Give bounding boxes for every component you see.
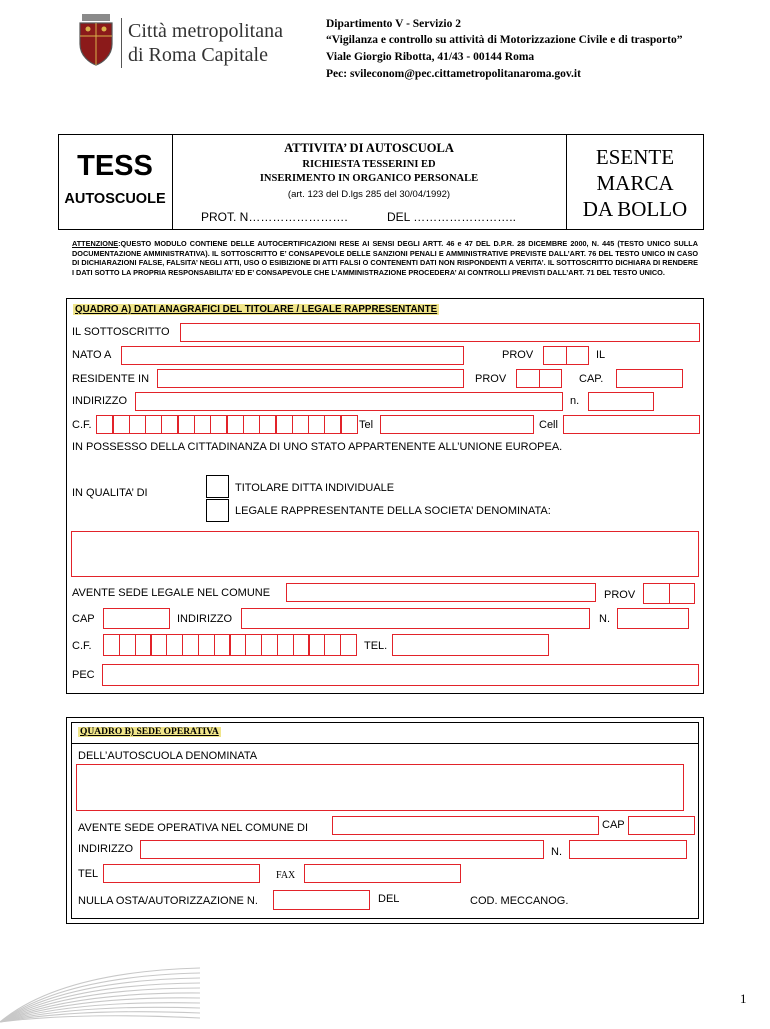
request-line: RICHIESTA TESSERINI ED <box>302 159 436 170</box>
cap-op-label: CAP <box>602 819 625 831</box>
attenzione-notice <box>72 239 698 277</box>
cf-char-cell[interactable] <box>308 634 325 656</box>
tel-op-label: TEL <box>78 868 99 880</box>
footer-decoration <box>0 964 210 1024</box>
pec-label: PEC <box>72 669 95 681</box>
prov-birth-field[interactable] <box>543 346 589 365</box>
prov-res-field[interactable] <box>516 369 562 388</box>
indirizzo-op-label: INDIRIZZO <box>78 843 133 855</box>
cap-sede-field[interactable] <box>103 608 170 629</box>
prov-res-label: PROV <box>475 373 507 385</box>
cf-char-cell[interactable] <box>119 634 136 656</box>
logo-text-line2: di Roma Capitale <box>128 44 268 66</box>
quadro-a-title: QUADRO A) DATI ANAGRAFICI DEL TITOLARE / LEGALE RAPPRESENTANTE <box>75 304 438 315</box>
cf-char-cell[interactable] <box>198 634 215 656</box>
attenzione-label: ATTENZIONE <box>72 239 119 248</box>
numero-op-label: N. <box>551 846 562 858</box>
cf-char-cell[interactable] <box>96 415 114 434</box>
cf-char-cell[interactable] <box>277 634 294 656</box>
service-line: “Vigilanza e controllo su attività di Motorizzazione Civile e di trasporto” <box>326 34 683 46</box>
tel-label: Tel <box>359 419 374 431</box>
cf-char-cell[interactable] <box>308 415 326 434</box>
cf-char-cell[interactable] <box>243 415 261 434</box>
attenzione-text: :QUESTO MODULO CONTIENE DELLE AUTOCERTIFICAZIONI RESE AI SENSI DEGLI ARTT. 46 e 47 DEL D.P.R. 28 DICEMBRE 2000, N. 445 (TESTO UNICO SULLA DOCUMENTAZIONE AMMINISTRATIVA). IL SOTTOSCRITTO E’ CONSAPEVOLE DELLE SANZIONI PENALI E AMMINISTRATIVE PREVISTE DALL’ART. 76 DEL TESTO UNICO IN CASO DI DICHIARAZIONI FALSE, FALSITA’ NEGLI ATTI, USO O ESIBIZIONE DI ATTI FALSI O CONTENENTI DATI NON RISPONDENTI A VERITA’. IL SOTTOSCRITTO DICHIARA DI RENDERE I DATI SOTTO LA PROPRIA RESPONSABILITA’ ED E’ CONSAPEVOLE CHE L’AMMINISTRAZIONE PROCEDERA’ AI CONTROLLI PREVISTI DALL’ART. 71 DEL TESTO UNICO. <box>72 239 698 277</box>
cf-char-cell[interactable] <box>112 415 130 434</box>
cf-char-cell[interactable] <box>324 415 342 434</box>
autoscuola-denominazione-field[interactable] <box>76 764 684 811</box>
nulla-osta-field[interactable] <box>273 890 370 910</box>
tel-sede-field[interactable] <box>392 634 549 656</box>
cap-label: CAP. <box>579 373 604 385</box>
residente-field[interactable] <box>157 369 464 388</box>
insertion-line: INSERIMENTO IN ORGANICO PERSONALE <box>259 173 479 184</box>
cf-char-cell[interactable] <box>214 634 231 656</box>
indirizzo-sede-field[interactable] <box>241 608 590 629</box>
denominata-label: DELL’AUTOSCUOLA DENOMINATA <box>78 750 258 762</box>
quadro-b-title-rule <box>71 743 699 744</box>
sede-operativa-label: AVENTE SEDE OPERATIVA NEL COMUNE DI <box>78 822 309 834</box>
sede-operativa-field[interactable] <box>332 816 599 835</box>
tel-sede-label: TEL. <box>364 640 388 652</box>
numero-label: n. <box>570 395 580 407</box>
numero-sede-label: N. <box>599 613 610 625</box>
titolare-label: TITOLARE DITTA INDIVIDUALE <box>235 482 395 494</box>
fax-label: FAX <box>276 870 296 881</box>
cf-field[interactable] <box>96 415 358 434</box>
residente-label: RESIDENTE IN <box>72 373 150 385</box>
page-number: 1 <box>740 991 747 1006</box>
del-op-label: DEL <box>378 893 400 905</box>
cod-meccanog-label: COD. MECCANOG. <box>470 895 569 907</box>
pec-field[interactable] <box>102 664 699 686</box>
legale-label: LEGALE RAPPRESENTANTE DELLA SOCIETA’ DENOMINATA: <box>235 505 551 517</box>
esente-line2: MARCA <box>596 171 674 195</box>
indirizzo-op-field[interactable] <box>140 840 544 859</box>
cf-char-cell[interactable] <box>166 634 183 656</box>
nulla-osta-label: NULLA OSTA/AUTORIZZAZIONE N. <box>78 895 258 907</box>
tess-title: TESS <box>77 150 153 182</box>
cf-char-cell[interactable] <box>150 634 167 656</box>
cf-char-cell[interactable] <box>103 634 120 656</box>
cf-char-cell[interactable] <box>182 634 199 656</box>
activity-title: ATTIVITA’ DI AUTOSCUOLA <box>284 141 454 155</box>
del-field[interactable]: DEL …………………….. <box>387 210 516 224</box>
indirizzo-label: INDIRIZZO <box>72 395 127 407</box>
cf-char-cell[interactable] <box>275 415 293 434</box>
law-reference: (art. 123 del D.lgs 285 del 30/04/1992) <box>287 189 451 200</box>
cap-sede-label: CAP <box>72 613 95 625</box>
sede-legale-field[interactable] <box>286 583 596 602</box>
cf-sede-label: C.F. <box>72 640 92 652</box>
cf-sede-field[interactable] <box>103 634 357 656</box>
cf-char-cell[interactable] <box>145 415 163 434</box>
cap-op-field[interactable] <box>628 816 695 835</box>
tel-field[interactable] <box>380 415 534 434</box>
cf-char-cell[interactable] <box>340 634 357 656</box>
il-label: IL <box>596 349 606 361</box>
cell-field[interactable] <box>563 415 700 434</box>
cell-label: Cell <box>539 419 558 431</box>
cf-char-cell[interactable] <box>210 415 228 434</box>
cf-char-cell[interactable] <box>324 634 341 656</box>
cf-char-cell[interactable] <box>177 415 195 434</box>
cf-char-cell[interactable] <box>129 415 147 434</box>
sede-legale-label: AVENTE SEDE LEGALE NEL COMUNE <box>72 587 271 599</box>
sottoscritto-field[interactable] <box>180 323 700 342</box>
titolare-checkbox[interactable] <box>206 475 229 498</box>
cf-char-cell[interactable] <box>226 415 244 434</box>
cf-char-cell[interactable] <box>135 634 152 656</box>
logo-text-line1: Città metropolitana <box>128 20 283 42</box>
tel-op-field[interactable] <box>103 864 260 883</box>
cf-char-cell[interactable] <box>261 634 278 656</box>
cap-field[interactable] <box>616 369 683 388</box>
cf-char-cell[interactable] <box>259 415 277 434</box>
cf-char-cell[interactable] <box>292 415 310 434</box>
logo-divider <box>121 18 122 68</box>
cittadinanza-text: IN POSSESSO DELLA CITTADINANZA DI UNO STATO APPARTENENTE ALL’UNIONE EUROPEA. <box>72 441 563 453</box>
address-line: Viale Giorgio Ribotta, 41/43 - 00144 Roma <box>326 51 535 63</box>
in-qualita-label: IN QUALITA’ DI <box>72 487 148 499</box>
indirizzo-field[interactable] <box>135 392 563 411</box>
cf-char-cell[interactable] <box>194 415 212 434</box>
prot-field[interactable]: PROT. N……………………. <box>201 210 348 224</box>
prov-sede-label: PROV <box>604 589 636 601</box>
cf-char-cell[interactable] <box>340 415 358 434</box>
numero-sede-field[interactable] <box>617 608 689 629</box>
cf-char-cell[interactable] <box>161 415 179 434</box>
numero-op-field[interactable] <box>569 840 687 859</box>
numero-field[interactable] <box>588 392 654 411</box>
prov-label: PROV <box>502 349 534 361</box>
department-line: Dipartimento V - Servizio 2 <box>326 18 462 30</box>
cf-label: C.F. <box>72 419 92 431</box>
prov-sede-field[interactable] <box>643 583 695 604</box>
societa-denominazione-field[interactable] <box>71 531 699 577</box>
nato-a-field[interactable] <box>121 346 464 365</box>
autoscuole-title: AUTOSCUOLE <box>64 191 166 207</box>
esente-line3: DA BOLLO <box>582 197 688 221</box>
cf-char-cell[interactable] <box>293 634 310 656</box>
cf-char-cell[interactable] <box>245 634 262 656</box>
legale-checkbox[interactable] <box>206 499 229 522</box>
indirizzo-sede-label: INDIRIZZO <box>177 613 232 625</box>
fax-field[interactable] <box>304 864 461 883</box>
coat-of-arms-logo <box>76 14 116 66</box>
quadro-b-title: QUADRO B) SEDE OPERATIVA <box>80 727 219 737</box>
cf-char-cell[interactable] <box>229 634 246 656</box>
pec-line: Pec: svileconom@pec.cittametropolitanaroma.gov.it <box>326 68 581 80</box>
esente-line1: ESENTE <box>595 145 675 169</box>
nato-a-label: NATO A <box>72 349 112 361</box>
sottoscritto-label: IL SOTTOSCRITTO <box>72 326 170 338</box>
